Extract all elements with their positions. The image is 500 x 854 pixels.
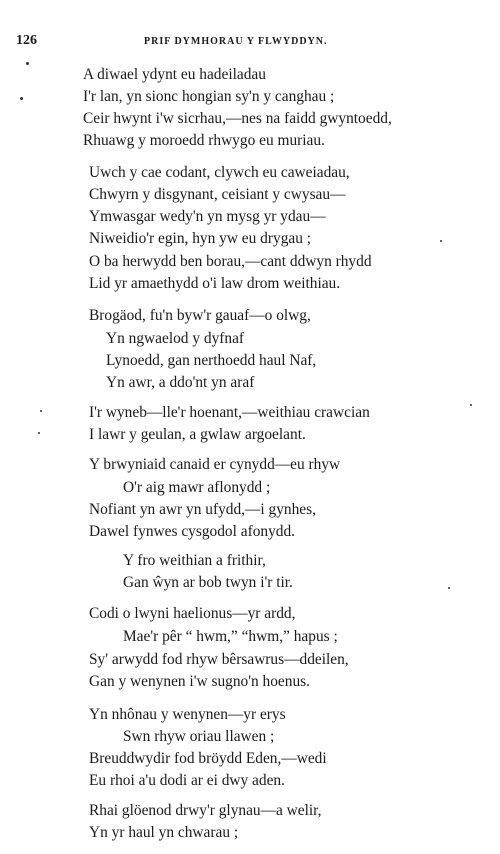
poem-line: Yn yr haul yn chwarau ; [89, 824, 239, 841]
poem-line: O ba herwydd ben borau,—cant ddwyn rhydd [89, 253, 372, 270]
poem-line: Niweidio'r egin, hyn yw eu drygau ; [89, 230, 312, 247]
poem-line: Yn nhônau y wenynen—yr erys [89, 706, 286, 723]
poem-line: I lawr y geulan, a gwlaw argoelant. [89, 426, 306, 443]
poem-line: Rhuawg y moroedd rhwygo eu muriau. [83, 132, 325, 149]
poem-line: O'r aig mawr aflonydd ; [123, 479, 271, 496]
poem-line: Eu rhoi a'u dodi ar ei dwy aden. [89, 772, 285, 789]
poem-line: Mae'r pêr “ hwm,” “hwm,” hapus ; [123, 628, 338, 645]
ink-speck [440, 240, 442, 242]
poem-line: Nofiant yn awr yn ufydd,—i gynhes, [89, 501, 316, 518]
running-head: PRIF DYMHORAU Y FLWYDDYN. [144, 36, 328, 47]
poem-line: Yn awr, a ddo'nt yn araf [106, 374, 255, 391]
ink-speck [470, 404, 472, 406]
poem-line: Yn ngwaelod y dyfnaf [106, 330, 245, 347]
poem-line: Ymwasgar wedy'n yn mysg yr ydau— [89, 208, 326, 225]
poem-line: Y brwyniaid canaid er cynydd—eu rhyw [89, 456, 341, 473]
poem-line: Sy' arwydd fod rhyw bêrsawrus—ddeilen, [89, 651, 349, 668]
poem-line: Chwyrn y disgynant, ceisiant y cwysau— [89, 186, 346, 203]
poem-line: Breuddwydir fod bröydd Eden,—wedi [89, 750, 327, 767]
ink-speck [38, 432, 40, 434]
poem-line: Ceir hwynt i'w sicrhau,—nes na faidd gwyntoedd, [83, 110, 392, 127]
ink-speck [26, 62, 29, 65]
poem-line: Swn rhyw oriau llawen ; [123, 728, 275, 745]
ink-speck [20, 97, 23, 100]
page-header [16, 33, 484, 51]
ink-speck [448, 587, 450, 589]
poem-line: I'r wyneb—lle'r hoenant,—weithiau crawcian [89, 404, 370, 421]
ink-speck [40, 410, 42, 412]
poem-line: Codi o lwyni haelionus—yr ardd, [89, 605, 296, 622]
poem-line: Dawel fynwes cysgodol afonydd. [89, 523, 296, 540]
poem-line: Uwch y cae codant, clywch eu caweiadau, [89, 164, 350, 181]
page-number: 126 [16, 33, 37, 48]
poem-line: Lynoedd, gan nerthoedd haul Naf, [106, 352, 317, 369]
poem-line: I'r lan, yn sionc hongian sy'n y canghau ; [83, 88, 335, 105]
poem-line: Brogäod, fu'n byw'r gauaf—o olwg, [89, 307, 311, 324]
poem-line: A diwael ydynt eu hadeiladau [83, 66, 266, 83]
poem-line: Lid yr amaethydd o'i law drom weithiau. [89, 275, 341, 292]
poem-line: Gan y wenynen i'w sugno'n hoenus. [89, 673, 310, 690]
poem-line: Rhai glöenod drwy'r glynau—a welir, [89, 802, 322, 819]
poem-line: Y fro weithian a frithir, [123, 552, 266, 569]
poem-line: Gan ŵyn ar bob twyn i'r tir. [123, 574, 293, 591]
